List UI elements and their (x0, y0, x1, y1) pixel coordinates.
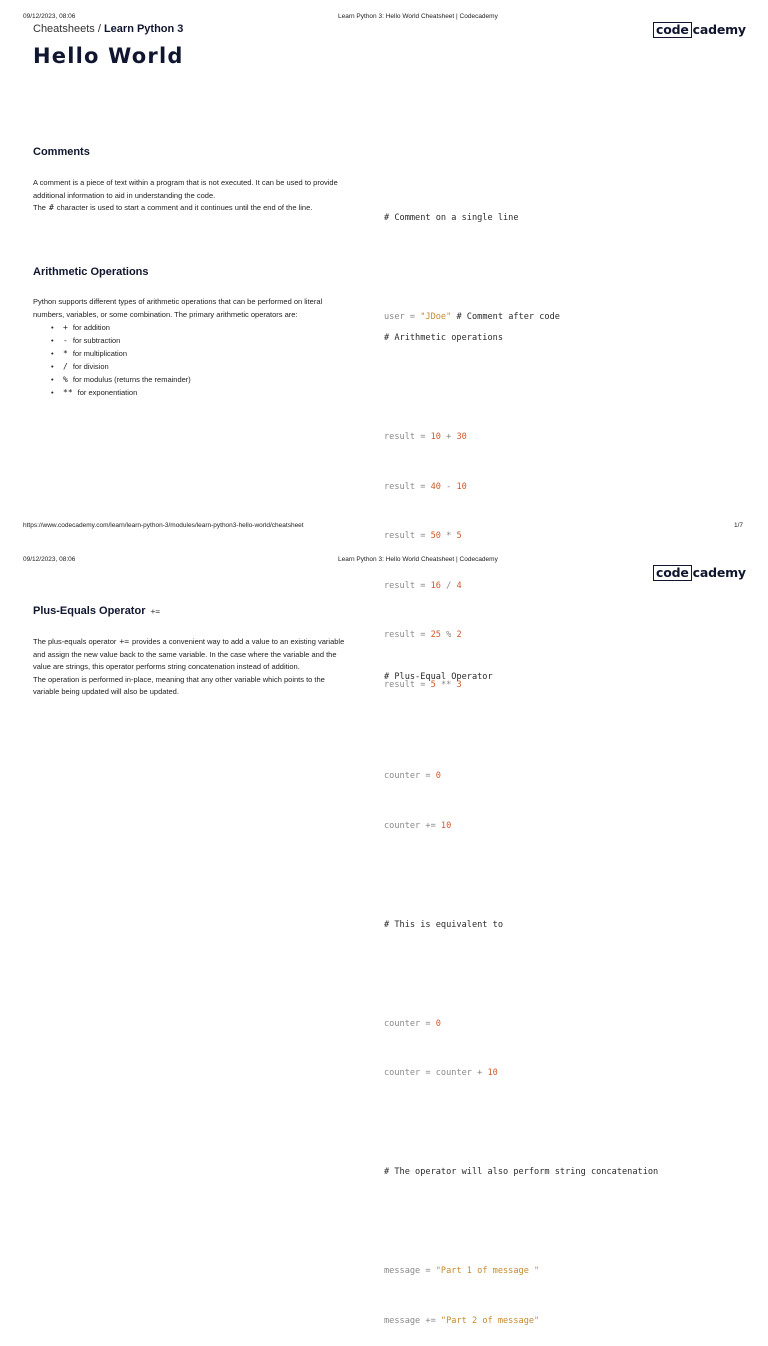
code-line: # Plus-Equal Operator (384, 672, 493, 682)
operator-list (33, 321, 191, 399)
section-title-plus-equals: Plus-Equals Operator += (33, 605, 161, 617)
codecademy-logo[interactable] (653, 22, 746, 38)
page-title: Hello World (33, 44, 184, 68)
logo-rest-text: cademy (692, 22, 746, 37)
plus-equals-para-1: The plus-equals operator += provides a convenient way to add a value to an existing variable and assign the new value back to the same variable. In the case where the variable and the value are strings, this operator performs string concatenation instead of addition. (33, 637, 345, 671)
arithmetic-description: Python supports different types of arithmetic operations that can be performed on literal numbers, variables, or some combination. The primary arithmetic operators are: (33, 297, 323, 319)
code-line: counter = 0 (384, 1018, 441, 1029)
print-doc-title: Learn Python 3: Hello World Cheatsheet | Codecademy (338, 556, 498, 563)
plus-equals-para-2: The operation is performed in-place, meaning that any other variable which points to the variable being updated will also be updated. (33, 674, 325, 696)
comments-para-2: The # character is used to start a comment and it continues until the end of the line. (33, 203, 313, 212)
list-item: • % for modulus (returns the remainder) (33, 373, 191, 386)
logo-rest-text: cademy (692, 565, 746, 580)
code-line: result = 16 / 4 (384, 580, 462, 591)
code-line: counter = counter + 10 (384, 1068, 498, 1078)
breadcrumb-separator: / (97, 23, 101, 35)
code-line: result = 5 ** 3 (384, 679, 462, 690)
list-item: • - for subtraction (33, 334, 191, 347)
section-title-arithmetic: Arithmetic Operations (33, 266, 149, 278)
code-line: # The operator will also perform string concatenation (384, 1167, 659, 1177)
print-doc-title: Learn Python 3: Hello World Cheatsheet | Codecademy (338, 13, 498, 20)
list-item: • / for division (33, 360, 191, 373)
code-line: result = 40 - 10 (384, 481, 467, 492)
code-line: # Arithmetic operations (384, 333, 503, 343)
breadcrumb-root[interactable]: Cheatsheets (33, 23, 95, 35)
code-block-plus-equals (384, 636, 658, 1346)
comments-description (33, 177, 348, 215)
footer-url[interactable]: https://www.codecademy.com/learn/learn-python-3/modules/learn-python3-hello-world/cheatsheet (23, 522, 304, 529)
inline-code-plus-equals: += (150, 607, 161, 616)
codecademy-logo[interactable] (653, 565, 746, 581)
inline-code-hash: # (48, 203, 54, 212)
logo-boxed-text: code (653, 22, 692, 38)
plus-equals-description (33, 636, 348, 699)
code-line: result = 50 * 5 (384, 531, 462, 541)
code-line: counter = 0 (384, 771, 441, 781)
code-line: user = "JDoe" # Comment after code (384, 312, 560, 322)
print-datetime: 09/12/2023, 08:06 (23, 13, 76, 20)
footer-page-number: 1/7 (734, 522, 744, 529)
code-line: counter += 10 (384, 820, 452, 831)
code-line: message += "Part 2 of message" (384, 1315, 540, 1326)
print-datetime: 09/12/2023, 08:06 (23, 556, 76, 563)
section-title-comments: Comments (33, 146, 90, 158)
comments-para-1: A comment is a piece of text within a program that is not executed. It can be used to provide additional information to aid in understanding the code. (33, 178, 338, 200)
breadcrumb (33, 23, 183, 35)
code-line: message = "Part 1 of message " (384, 1266, 540, 1276)
breadcrumb-current[interactable]: Learn Python 3 (103, 23, 184, 35)
code-line: # This is equivalent to (384, 919, 503, 930)
code-line: result = 25 % 2 (384, 630, 462, 640)
list-item: • * for multiplication (33, 347, 191, 360)
inline-code-plus-equals: += (119, 637, 130, 646)
list-item: • ** for exponentiation (33, 386, 191, 399)
code-line: # Comment on a single line (384, 213, 519, 223)
list-item: • + for addition (33, 321, 191, 334)
code-line: result = 10 + 30 (384, 432, 467, 442)
logo-boxed-text: code (653, 565, 692, 581)
